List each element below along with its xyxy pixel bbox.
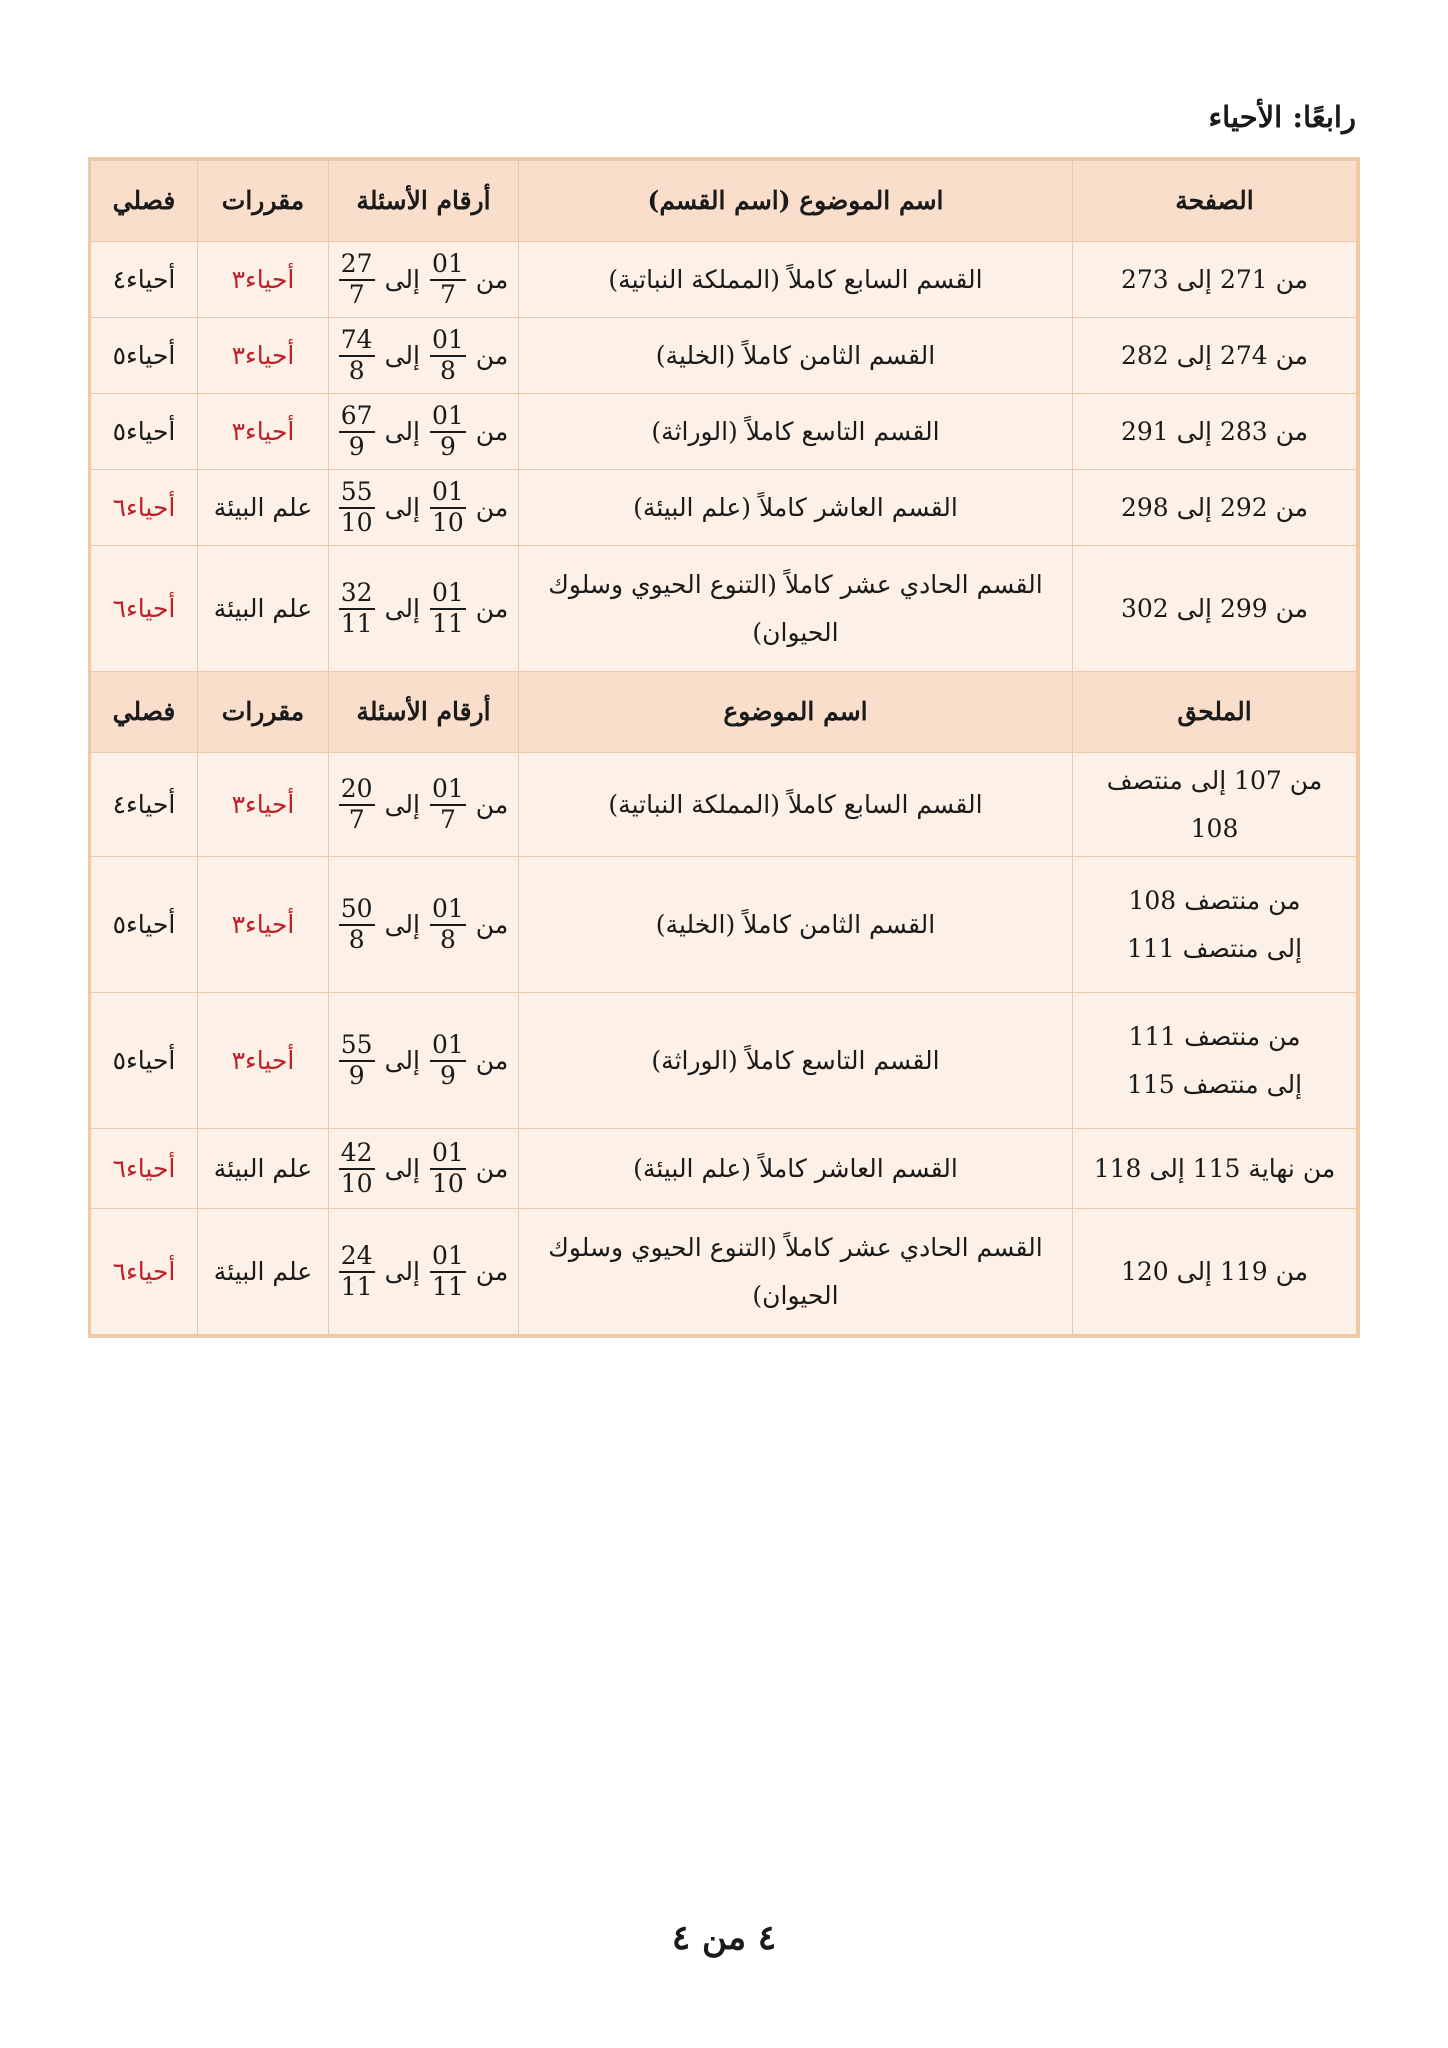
from-word: من bbox=[475, 909, 509, 939]
cell-topic: القسم الثامن كاملاً (الخلية) bbox=[519, 318, 1073, 394]
cell-questions bbox=[329, 394, 519, 470]
cell-topic: القسم العاشر كاملاً (علم البيئة) bbox=[519, 470, 1073, 546]
header-topic: اسم الموضوع (اسم القسم) bbox=[519, 161, 1073, 242]
header-semester: فصلي bbox=[91, 672, 198, 753]
cell-topic: القسم التاسع كاملاً (الوراثة) bbox=[519, 993, 1073, 1129]
question-fraction-to: $\frac{27}{7}$ bbox=[340, 248, 373, 309]
from-word: من bbox=[475, 416, 509, 446]
cell-page: من 292 إلى 298 bbox=[1073, 470, 1357, 546]
cell-course: علم البيئة bbox=[198, 546, 329, 672]
question-fraction-from: $\frac{01}{9}$ bbox=[431, 400, 464, 461]
question-fraction-to: $\frac{20}{7}$ bbox=[340, 773, 373, 834]
header-questions: أرقام الأسئلة bbox=[329, 161, 519, 242]
question-fraction-from: $\frac{01}{10}$ bbox=[431, 1137, 464, 1198]
table-row bbox=[91, 857, 1357, 993]
from-word: من bbox=[475, 593, 509, 623]
cell-questions bbox=[329, 753, 519, 857]
header-courses: مقررات bbox=[198, 672, 329, 753]
from-word: من bbox=[475, 789, 509, 819]
cell-course: علم البيئة bbox=[198, 1129, 329, 1209]
table-row bbox=[91, 1129, 1357, 1209]
cell-page: من نهاية 115 إلى 118 bbox=[1073, 1129, 1357, 1209]
question-fraction-from: $\frac{01}{10}$ bbox=[431, 476, 464, 537]
question-fraction-from: $\frac{01}{8}$ bbox=[431, 893, 464, 954]
to-word: إلى bbox=[384, 416, 420, 446]
cell-page: من منتصف 108 إلى منتصف 111 bbox=[1073, 857, 1357, 993]
cell-course: أحياء٣ bbox=[198, 318, 329, 394]
cell-course: أحياء٣ bbox=[198, 242, 329, 318]
cell-topic: القسم التاسع كاملاً (الوراثة) bbox=[519, 394, 1073, 470]
to-word: إلى bbox=[384, 909, 420, 939]
question-fraction-to: $\frac{55}{9}$ bbox=[340, 1029, 373, 1090]
table-row bbox=[91, 1209, 1357, 1335]
table-row bbox=[91, 993, 1357, 1129]
header-semester: فصلي bbox=[91, 161, 198, 242]
cell-page: من 107 إلى منتصف 108 bbox=[1073, 753, 1357, 857]
cell-semester: أحياء٥ bbox=[91, 394, 198, 470]
table-row bbox=[91, 546, 1357, 672]
cell-semester: أحياء٦ bbox=[91, 1129, 198, 1209]
cell-course: أحياء٣ bbox=[198, 993, 329, 1129]
cell-semester: أحياء٤ bbox=[91, 753, 198, 857]
cell-course: أحياء٣ bbox=[198, 857, 329, 993]
cell-questions bbox=[329, 857, 519, 993]
cell-semester: أحياء٤ bbox=[91, 242, 198, 318]
cell-course: علم البيئة bbox=[198, 1209, 329, 1335]
cell-semester: أحياء٦ bbox=[91, 1209, 198, 1335]
section-title: رابعًا: الأحياء bbox=[1208, 100, 1356, 134]
to-word: إلى bbox=[384, 1153, 420, 1183]
cell-page: من 274 إلى 282 bbox=[1073, 318, 1357, 394]
cell-questions bbox=[329, 318, 519, 394]
question-fraction-from: $\frac{01}{11}$ bbox=[431, 577, 464, 638]
cell-page: من 299 إلى 302 bbox=[1073, 546, 1357, 672]
cell-semester: أحياء٦ bbox=[91, 470, 198, 546]
question-fraction-to: $\frac{50}{8}$ bbox=[340, 893, 373, 954]
header-page: الصفحة bbox=[1073, 161, 1357, 242]
table-row bbox=[91, 753, 1357, 857]
cell-topic: القسم السابع كاملاً (المملكة النباتية) bbox=[519, 753, 1073, 857]
cell-questions bbox=[329, 546, 519, 672]
cell-page: من منتصف 111 إلى منتصف 115 bbox=[1073, 993, 1357, 1129]
biology-table bbox=[88, 157, 1360, 1338]
cell-questions bbox=[329, 993, 519, 1129]
to-word: إلى bbox=[384, 1256, 420, 1286]
to-word: إلى bbox=[384, 340, 420, 370]
cell-topic: القسم الحادي عشر كاملاً (التنوع الحيوي وسلوك الحيوان) bbox=[519, 546, 1073, 672]
cell-topic: القسم الثامن كاملاً (الخلية) bbox=[519, 857, 1073, 993]
cell-course: أحياء٣ bbox=[198, 394, 329, 470]
cell-semester: أحياء٥ bbox=[91, 857, 198, 993]
table1-header-row bbox=[91, 161, 1357, 242]
question-fraction-from: $\frac{01}{9}$ bbox=[431, 1029, 464, 1090]
cell-semester: أحياء٥ bbox=[91, 318, 198, 394]
cell-semester: أحياء٥ bbox=[91, 993, 198, 1129]
question-fraction-from: $\frac{01}{8}$ bbox=[431, 324, 464, 385]
to-word: إلى bbox=[384, 789, 420, 819]
cell-page: من 283 إلى 291 bbox=[1073, 394, 1357, 470]
table-row bbox=[91, 470, 1357, 546]
from-word: من bbox=[475, 492, 509, 522]
question-fraction-from: $\frac{01}{7}$ bbox=[431, 773, 464, 834]
table-row bbox=[91, 394, 1357, 470]
cell-topic: القسم السابع كاملاً (المملكة النباتية) bbox=[519, 242, 1073, 318]
question-fraction-from: $\frac{01}{7}$ bbox=[431, 248, 464, 309]
header-courses: مقررات bbox=[198, 161, 329, 242]
cell-topic: القسم العاشر كاملاً (علم البيئة) bbox=[519, 1129, 1073, 1209]
to-word: إلى bbox=[384, 264, 420, 294]
header-topic: اسم الموضوع bbox=[519, 672, 1073, 753]
header-questions: أرقام الأسئلة bbox=[329, 672, 519, 753]
table-row bbox=[91, 318, 1357, 394]
from-word: من bbox=[475, 1256, 509, 1286]
to-word: إلى bbox=[384, 593, 420, 623]
question-fraction-to: $\frac{74}{8}$ bbox=[340, 324, 373, 385]
cell-questions bbox=[329, 242, 519, 318]
to-word: إلى bbox=[384, 1045, 420, 1075]
question-fraction-from: $\frac{01}{11}$ bbox=[431, 1240, 464, 1301]
cell-course: علم البيئة bbox=[198, 470, 329, 546]
from-word: من bbox=[475, 1045, 509, 1075]
cell-questions bbox=[329, 1209, 519, 1335]
from-word: من bbox=[475, 340, 509, 370]
cell-semester: أحياء٦ bbox=[91, 546, 198, 672]
page-number: ٤ من ٤ bbox=[671, 1918, 777, 1958]
table-row bbox=[91, 242, 1357, 318]
cell-questions bbox=[329, 1129, 519, 1209]
cell-questions bbox=[329, 470, 519, 546]
cell-course: أحياء٣ bbox=[198, 753, 329, 857]
from-word: من bbox=[475, 1153, 509, 1183]
cell-page: من 271 إلى 273 bbox=[1073, 242, 1357, 318]
header-appendix: الملحق bbox=[1073, 672, 1357, 753]
table2-header-row bbox=[91, 672, 1357, 753]
from-word: من bbox=[475, 264, 509, 294]
cell-page: من 119 إلى 120 bbox=[1073, 1209, 1357, 1335]
cell-topic: القسم الحادي عشر كاملاً (التنوع الحيوي وسلوك الحيوان) bbox=[519, 1209, 1073, 1335]
question-fraction-to: $\frac{42}{10}$ bbox=[340, 1137, 373, 1198]
question-fraction-to: $\frac{32}{11}$ bbox=[340, 577, 373, 638]
to-word: إلى bbox=[384, 492, 420, 522]
question-fraction-to: $\frac{24}{11}$ bbox=[340, 1240, 373, 1301]
question-fraction-to: $\frac{55}{10}$ bbox=[340, 476, 373, 537]
question-fraction-to: $\frac{67}{9}$ bbox=[340, 400, 373, 461]
